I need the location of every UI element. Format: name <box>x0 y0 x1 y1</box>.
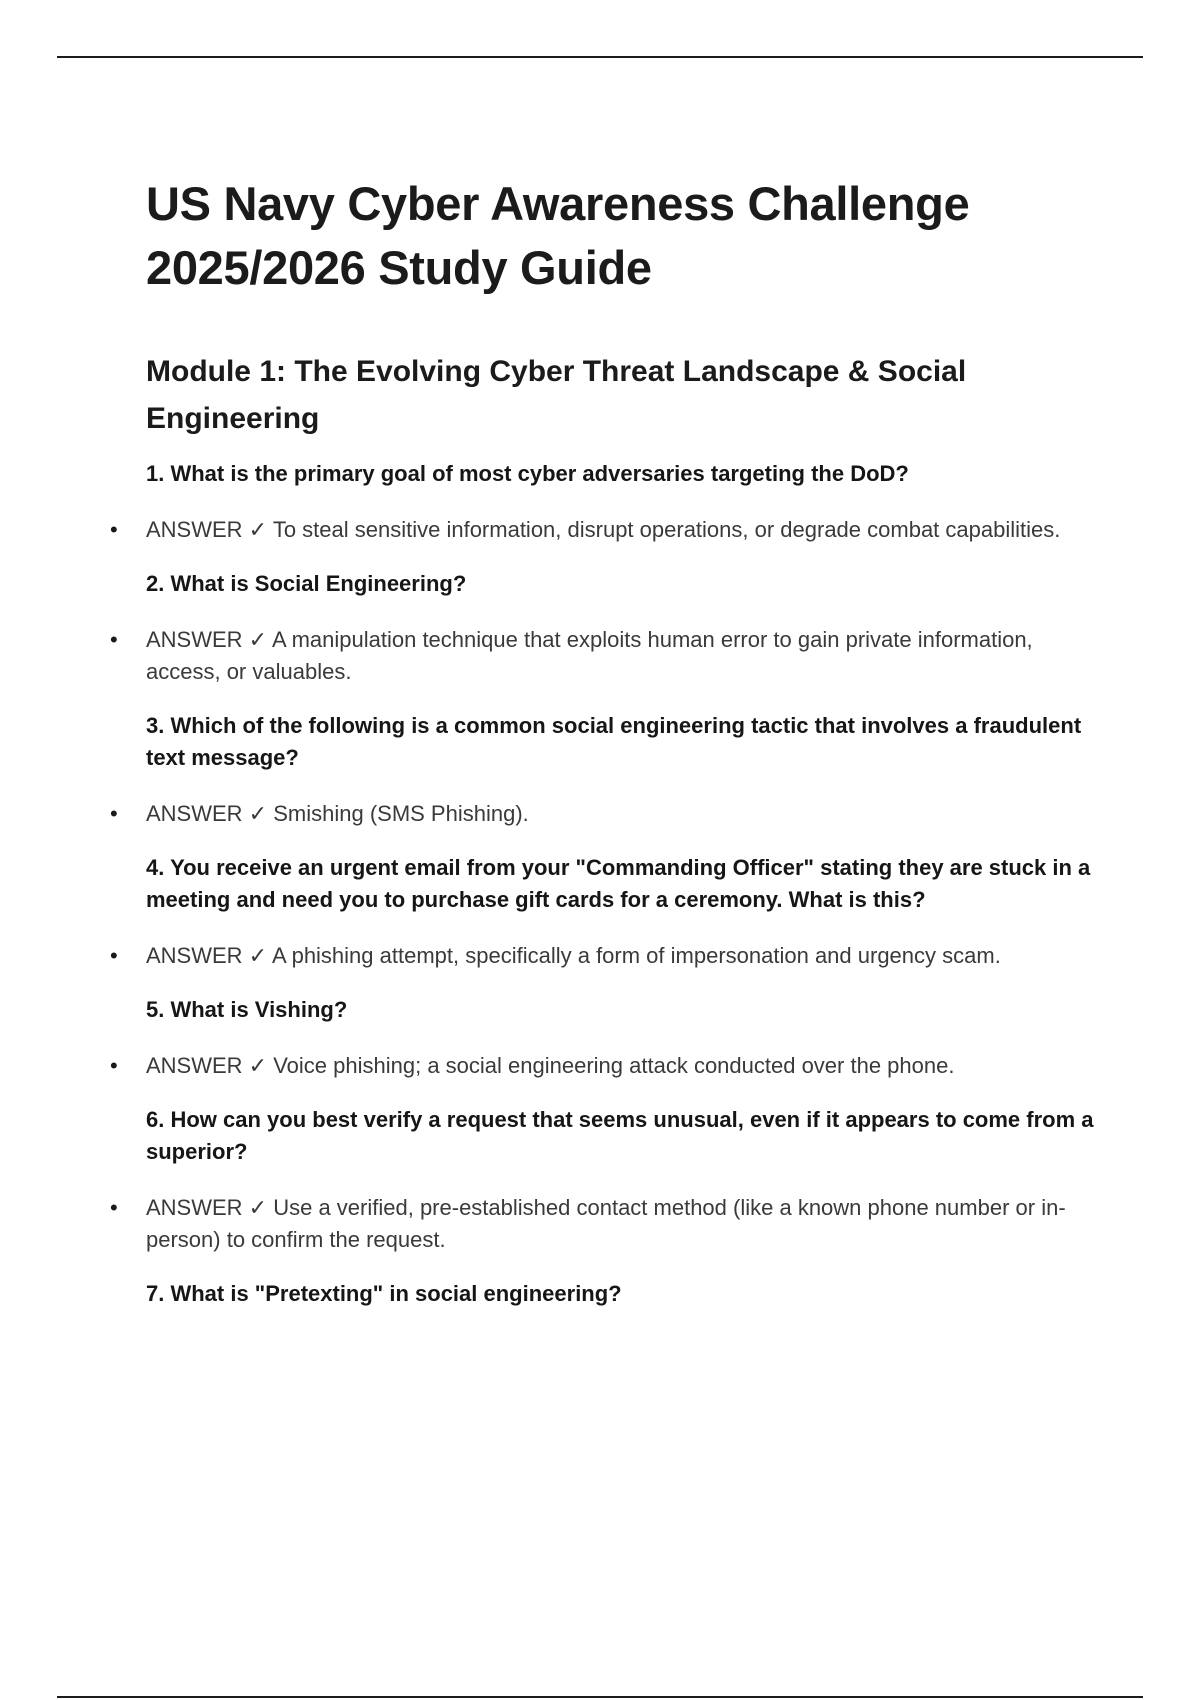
document-body <box>110 172 1096 1310</box>
question: 4. You receive an urgent email from your "Commanding Officer" stating they are stuck in a meeting and need you to purchase gift cards for a ceremony. What is this? <box>146 855 1091 912</box>
bullet-icon: • <box>110 943 118 968</box>
bullet-icon: • <box>110 1195 118 1220</box>
answer-text: ANSWER ✓ A manipulation technique that exploits human error to gain private information, access, or valuables. <box>146 627 1033 684</box>
bullet-icon: • <box>110 517 118 542</box>
answer-item <box>110 1050 1096 1082</box>
answer-item <box>110 514 1096 546</box>
question: 2. What is Social Engineering? <box>146 571 467 596</box>
answer-text: ANSWER ✓ Voice phishing; a social engineering attack conducted over the phone. <box>146 1053 955 1078</box>
answer-text: ANSWER ✓ To steal sensitive information, disrupt operations, or degrade combat capabilities. <box>146 517 1061 542</box>
answer-item <box>110 798 1096 830</box>
answer-text: ANSWER ✓ Use a verified, pre-established contact method (like a known phone number or in-person) to confirm the request. <box>146 1195 1066 1252</box>
bullet-icon: • <box>110 801 118 826</box>
qa-list <box>110 458 1096 1310</box>
question: 5. What is Vishing? <box>146 997 348 1022</box>
answer-item <box>110 624 1096 688</box>
answer-item <box>110 940 1096 972</box>
document-title: US Navy Cyber Awareness Challenge 2025/2026 Study Guide <box>146 177 970 294</box>
bottom-rule <box>57 1696 1143 1698</box>
module-title: Module 1: The Evolving Cyber Threat Landscape & Social Engineering <box>146 355 967 435</box>
question: 3. Which of the following is a common social engineering tactic that involves a fraudulent text message? <box>146 713 1082 770</box>
question: 7. What is "Pretexting" in social engineering? <box>146 1281 622 1306</box>
answer-text: ANSWER ✓ Smishing (SMS Phishing). <box>146 801 529 826</box>
top-rule <box>57 56 1143 58</box>
question: 6. How can you best verify a request that seems unusual, even if it appears to come from a superior? <box>146 1107 1094 1164</box>
bullet-icon: • <box>110 1053 118 1078</box>
answer-text: ANSWER ✓ A phishing attempt, specifically a form of impersonation and urgency scam. <box>146 943 1001 968</box>
answer-item <box>110 1192 1096 1256</box>
bullet-icon: • <box>110 627 118 652</box>
question: 1. What is the primary goal of most cyber adversaries targeting the DoD? <box>146 461 909 486</box>
